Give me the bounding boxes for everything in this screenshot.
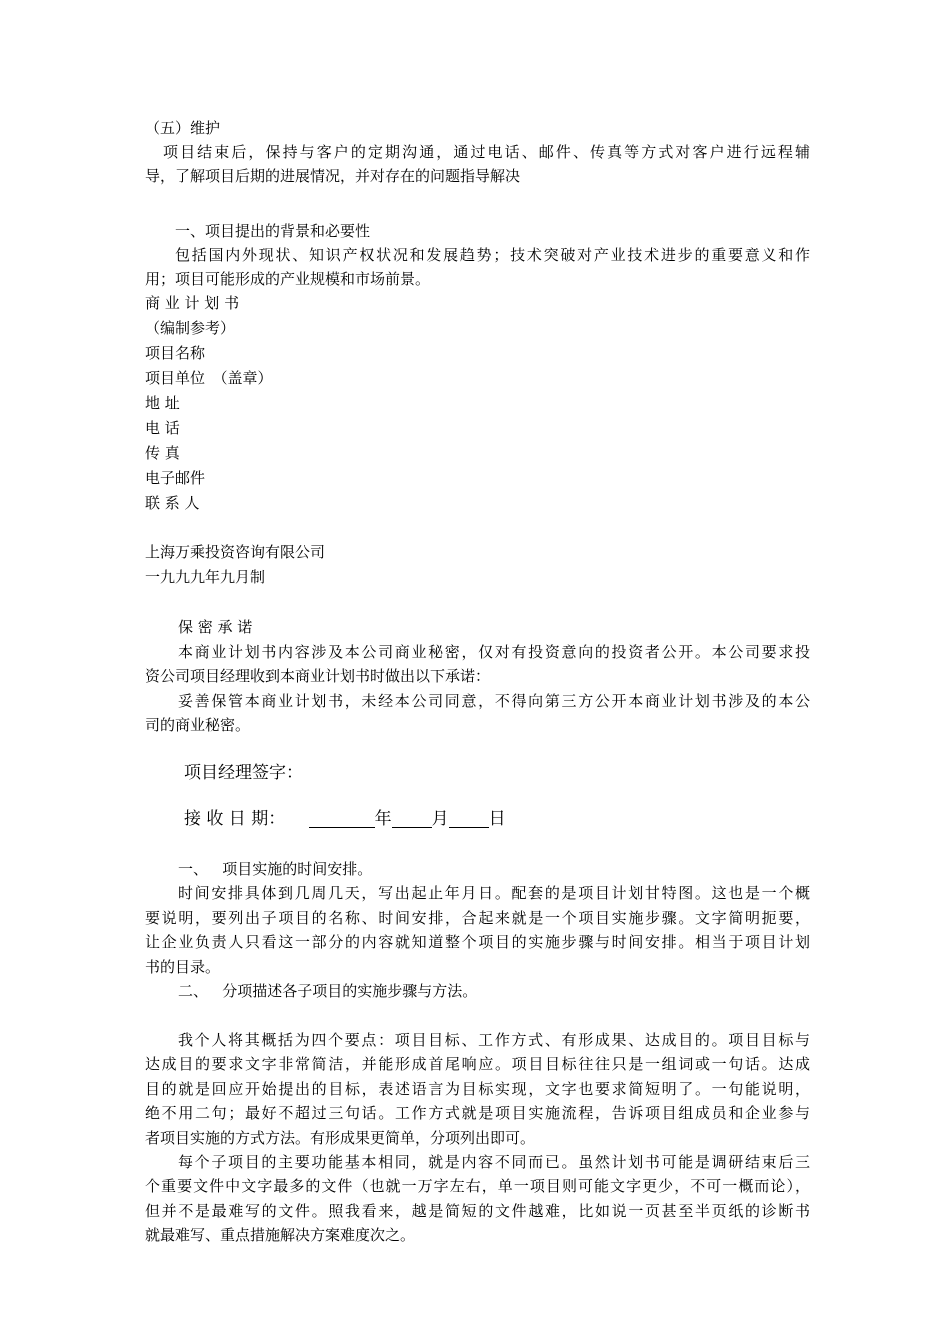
paragraph-line: 但并不是最难写的文件。照我看来，越是简短的文件越难，比如说一页甚至半页纸的诊断书 xyxy=(145,1202,810,1220)
day-label: 日 xyxy=(488,809,506,829)
cover-field-contact: 联 系 人 xyxy=(145,494,200,512)
paragraph-line: 绝不用二句；最好不超过三句话。工作方式就是项目实施流程，告诉项目组成员和企业参与 xyxy=(145,1104,810,1122)
paragraph-line: 妥善保管本商业计划书，未经本公司同意，不得向第三方公开本商业计划书涉及的本公 xyxy=(178,692,810,710)
cover-field-project-name: 项目名称 xyxy=(145,344,206,362)
paragraph-line: 目的就是回应开始提出的目标，表述语言为目标实现，文字也要求简短明了。一句能说明， xyxy=(145,1080,810,1098)
paragraph-line: 要说明，要列出子项目的名称、时间安排，合起来就是一个项目实施步骤。文字简明扼要， xyxy=(145,909,810,927)
paragraph-line: 每个子项目的主要功能基本相同，就是内容不同而已。虽然计划书可能是调研结束后三 xyxy=(178,1153,810,1171)
month-blank[interactable] xyxy=(392,807,432,828)
section-heading-schedule: 一、 项目实施的时间安排。 xyxy=(178,860,373,878)
section-heading-background: 一、项目提出的背景和必要性 xyxy=(175,222,371,240)
paragraph-line: 包括国内外现状、知识产权状况和发展趋势；技术突破对产业技术进步的重要意义和作 xyxy=(175,246,810,264)
confidentiality-heading: 保 密 承 诺 xyxy=(178,618,253,636)
receipt-date-label: 接 收 日 期： xyxy=(184,809,286,829)
receipt-date-row xyxy=(184,806,506,832)
paragraph-line: 达成目的要求文字非常简洁，并能形成首尾响应。项目目标往往只是一组词或一句话。达成 xyxy=(145,1055,810,1073)
paragraph-line: 就最难写、重点措施解决方案难度次之。 xyxy=(145,1226,416,1244)
paragraph-line: 用；项目可能形成的产业规模和市场前景。 xyxy=(145,270,431,288)
cover-field-email: 电子邮件 xyxy=(145,469,206,487)
paragraph-line: 本商业计划书内容涉及本公司商业秘密，仅对有投资意向的投资者公开。本公司要求投 xyxy=(178,643,810,661)
paragraph-line: 司的商业秘密。 xyxy=(145,716,251,734)
cover-company: 上海万乘投资咨询有限公司 xyxy=(145,543,326,561)
year-blank[interactable] xyxy=(309,807,375,828)
paragraph-line: 时间安排具体到几周几天，写出起止年月日。配套的是项目计划甘特图。这也是一个概 xyxy=(178,884,810,902)
cover-field-address: 地 址 xyxy=(145,394,180,412)
paragraph-line: 资公司项目经理收到本商业计划书时做出以下承诺： xyxy=(145,667,491,685)
paragraph-line: 者项目实施的方式方法。有形成果更简单，分项列出即可。 xyxy=(145,1129,536,1147)
paragraph-line: 个重要文件中文字最多的文件（也就一万字左右，单一项目则可能文字更少，不可一概而论）， xyxy=(145,1177,810,1195)
paragraph-line: 导，了解项目后期的进展情况，并对存在的问题指导解决 xyxy=(145,167,521,185)
paragraph-line: 项目结束后，保持与客户的定期沟通，通过电话、邮件、传真等方式对客户进行远程辅 xyxy=(163,143,810,161)
cover-field-fax: 传 真 xyxy=(145,444,180,462)
cover-field-phone: 电 话 xyxy=(145,419,180,437)
section-heading-maintenance: （五）维护 xyxy=(145,119,221,137)
cover-date: 一九九九年九月制 xyxy=(145,568,266,586)
section-heading-steps: 二、 分项描述各子项目的实施步骤与方法。 xyxy=(178,982,478,1000)
day-blank[interactable] xyxy=(449,807,489,828)
signature-label: 项目经理签字： xyxy=(184,763,303,783)
paragraph-line: 书的目录。 xyxy=(145,958,221,976)
cover-subtitle: （编制参考） xyxy=(145,319,236,337)
paragraph-line: 我个人将其概括为四个要点：项目目标、工作方式、有形成果、达成目的。项目目标与 xyxy=(178,1031,810,1049)
month-label: 月 xyxy=(431,809,449,829)
cover-title: 商 业 计 划 书 xyxy=(145,294,240,312)
cover-field-project-unit: 项目单位 （盖章） xyxy=(145,369,273,387)
paragraph-line: 让企业负责人只看这一部分的内容就知道整个项目的实施步骤与时间安排。相当于项目计划 xyxy=(145,933,810,951)
year-label: 年 xyxy=(374,809,392,829)
